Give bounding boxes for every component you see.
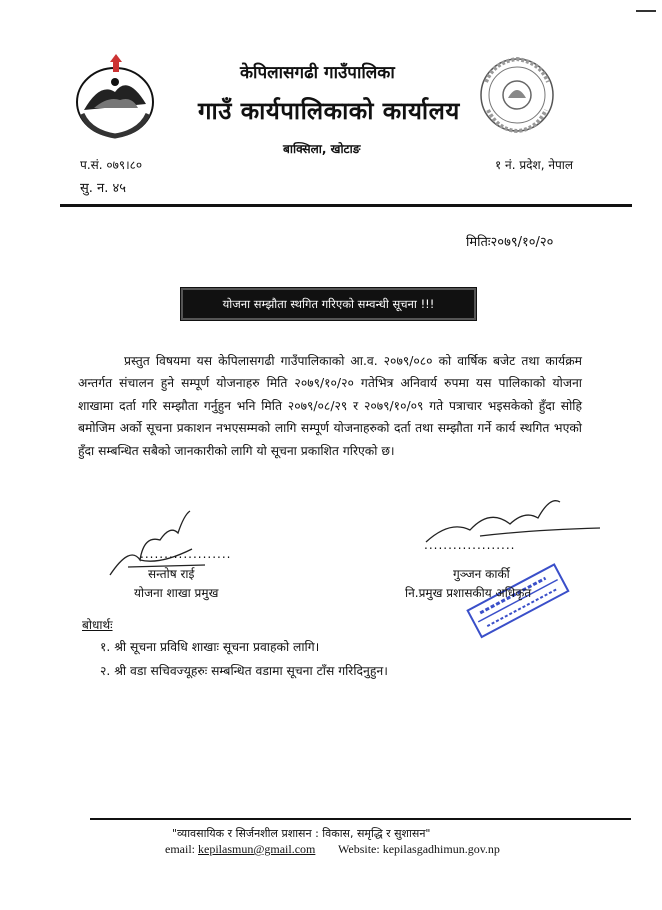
footer-website	[338, 842, 500, 857]
province-label: १ नं. प्रदेश, नेपाल	[495, 158, 574, 172]
footer-motto: "व्यावसायिक र सिर्जनशील प्रशासन : विकास, समृद्धि र सुशासन"	[172, 827, 431, 840]
subject-text: योजना सम्झौता स्थगित गरिएको सम्वन्धी सूचना !!!	[222, 296, 435, 311]
dispatch-number: सु. न. ४५	[80, 181, 127, 196]
municipality-name: केपिलासगढी गाउँपालिका	[240, 63, 395, 83]
corner-mark	[636, 10, 656, 12]
left-signature-line: ...................	[140, 547, 232, 561]
notice-body: प्रस्तुत विषयमा यस केपिलासगढी गाउँपालिकाको आ.व. २०७९/०८० को वार्षिक बजेट तथा कार्यक्रम अन्तर्गत संचालन हुने सम्पूर्ण योजनाहरु मिति २०७९/१०/२० गतेभित्र अनिवार्य रुपमा यस पालिकाको योजना शाखामा दर्ता गरि सम्झौता गर्नुहुन भनि मिति २०७९/०८/२९ र २०७९/१०/०९ गते पत्राचार भइसकेको हुँदा सोहि बमोजिम अर्को सूचना प्रकाशन नभएसम्मको लागि सम्पूर्ण योजनाहरुको दर्ता तथा सम्झौता गर्ने कार्य स्थगित भएको हुँदा सम्बन्धित सबैको जानकारीको लागि यो सूचना प्रकाशित गरिएको छ।	[78, 354, 582, 458]
right-signatory-name: गुञ्जन कार्की	[453, 567, 510, 581]
footer-email	[165, 842, 315, 857]
office-title: गाउँ कार्यपालिकाको कार्यालय	[198, 97, 460, 125]
cc-heading: बोधार्थः	[82, 618, 113, 632]
header-divider	[60, 204, 632, 207]
email-label: email:	[165, 842, 195, 856]
cc-item: २. श्री वडा सचिवज्यूहरुः सम्बन्धित वडामा सूचना टाँस गरिदिनुहुन।	[100, 664, 388, 678]
reference-number: प.सं. ०७९।८०	[80, 158, 143, 172]
office-seal-icon	[474, 52, 560, 138]
email-link[interactable]: kepilasmun@gmail.com	[198, 842, 316, 856]
left-signatory-name: सन्तोष राई	[148, 567, 195, 581]
right-signatory-title: नि.प्रमुख प्रशासकीय अधिकृत	[405, 586, 532, 600]
notice-date: मितिः२०७९/१०/२०	[466, 235, 554, 250]
footer-divider	[90, 818, 631, 820]
website-label: Website:	[338, 842, 380, 856]
subject-banner	[181, 288, 476, 320]
nepal-emblem-icon	[70, 52, 160, 142]
cc-item: १. श्री सूचना प्रविधि शाखाः सूचना प्रवाहको लागि।	[100, 640, 320, 654]
office-address: बाक्सिला, खोटाङ	[283, 142, 361, 156]
left-signatory-title: योजना शाखा प्रमुख	[134, 586, 219, 600]
website-link[interactable]: kepilasgadhimun.gov.np	[382, 842, 500, 856]
cc-list	[100, 638, 388, 686]
right-signature-line: ...................	[424, 538, 516, 552]
